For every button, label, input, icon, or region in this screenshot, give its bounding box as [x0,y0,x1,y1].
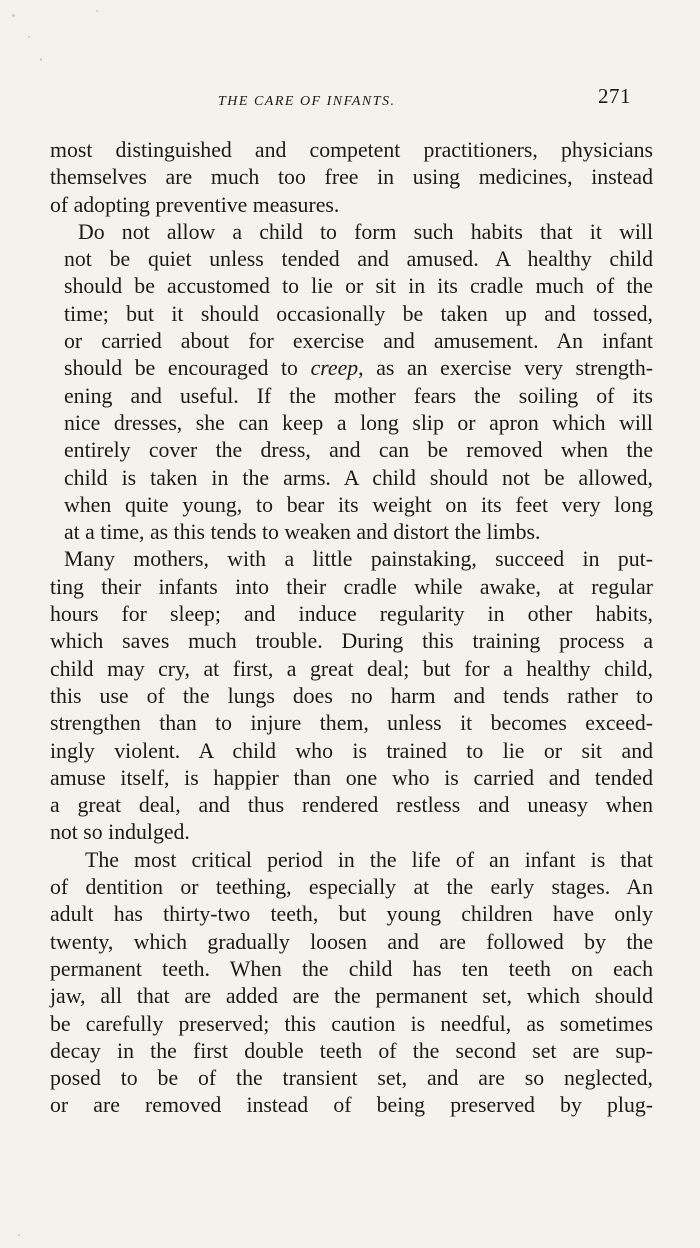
text-line: be carefully preserved; this caution is needful, as sometimes [50,1011,653,1036]
paragraph [50,847,653,1120]
running-head: THE CARE OF INFANTS. [218,94,396,109]
paragraph [50,137,653,219]
text-line: Do not allow a child to form such habits that it will [78,219,653,244]
text-line: permanent teeth. When the child has ten teeth on each [50,956,653,981]
text-line: ening and useful. If the mother fears the soiling of its [64,383,653,408]
text-line: amuse itself, is happier than one who is carried and tended [50,765,653,790]
text-line: which saves much trouble. During this training process a [50,629,653,654]
text-line: entirely cover the dress, and can be removed when the [64,438,653,463]
text-line: Many mothers, with a little painstaking, succeed in put- [64,547,653,572]
paper-speck [18,1234,20,1236]
text-line: jaw, all that are added are the permanent set, which should [50,984,653,1009]
text-line: of dentition or teething, especially at the early stages. An [50,875,653,900]
emphasis: creep [310,356,359,381]
paper-speck [12,14,15,17]
text-line: ingly violent. A child who is trained to lie or sit and [50,738,653,763]
text-line: posed to be of the transient set, and are so neglected, [50,1066,653,1091]
text-line: The most critical period in the life of an infant is that [85,847,653,872]
text-line: at a time, as this tends to weaken and distort the limbs. [64,520,541,545]
text-line: twenty, which gradually loosen and are followed by the [50,929,653,954]
text-line: ting their infants into their cradle while awake, at regular [50,574,653,599]
text-line: should be accustomed to lie or sit in its cradle much of the [64,274,653,299]
text-line: adult has thirty-two teeth, but young children have only [50,902,653,927]
text-line: not so indulged. [50,820,190,845]
text-line: decay in the first double teeth of the second set are sup- [50,1038,653,1063]
text-line: most distinguished and competent practitioners, physicians [50,138,653,162]
text-line: or carried about for exercise and amusement. An infant [64,329,653,354]
text-line: nice dresses, she can keep a long slip or apron which will [64,410,653,435]
text-line: time; but it should occasionally be taken up and tossed, [64,301,653,326]
text-line: this use of the lungs does no harm and tends rather to [50,683,653,708]
text-line: should be encouraged to creep, as an exercise very strength- [64,356,654,381]
paragraph [50,546,653,846]
text-line: or are removed instead of being preserved by plug- [50,1093,653,1118]
text-line: a great deal, and thus rendered restless and uneasy when [50,793,653,818]
paper-speck [96,10,98,12]
text-line: child is taken in the arms. A child should not be allowed, [64,465,653,490]
text-line: strengthen than to injure them, unless it becomes exceed- [50,711,653,736]
paper-speck [40,58,42,61]
page-number: 271 [598,84,631,108]
text-line: not be quiet unless tended and amused. A healthy child [64,247,653,272]
text-line: child may cry, at first, a great deal; but for a healthy child, [50,656,653,681]
text-line: when quite young, to bear its weight on its feet very long [64,492,653,517]
paper-speck [28,36,30,38]
text-line: hours for sleep; and induce regularity in other habits, [50,602,653,627]
paragraph [50,219,653,547]
text-line: themselves are much too free in using medicines, instead [50,165,653,190]
text-line: of adopting preventive measures. [50,192,340,217]
body-text [50,137,653,1120]
